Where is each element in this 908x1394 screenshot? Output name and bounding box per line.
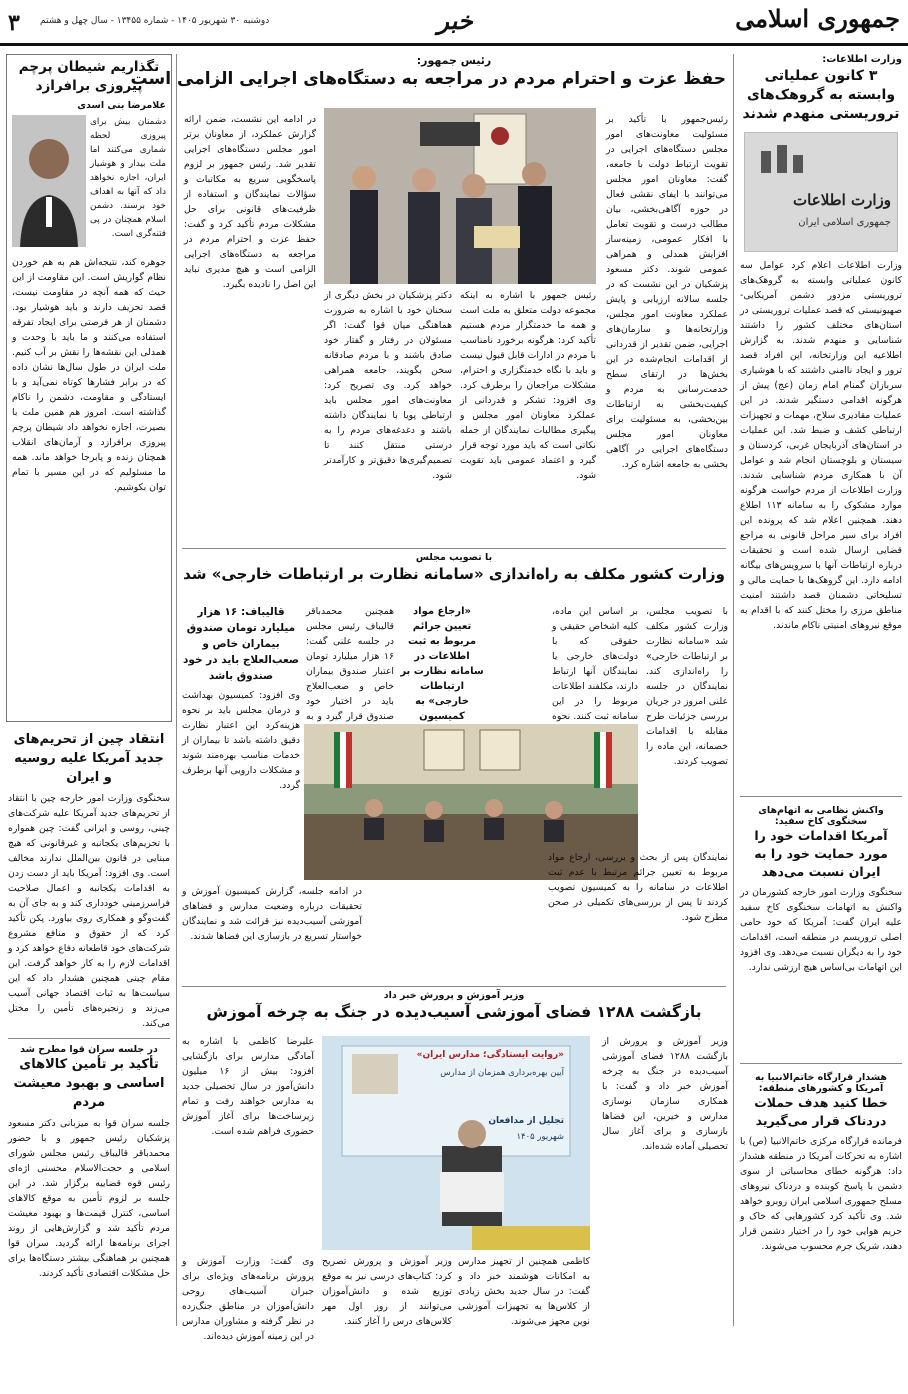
pull-quote-2: قالیباف: ۱۶ هزار میلیارد تومان صندوق بیماران خاص و صعب‌العلاج باید در خود صندوق باشد: [182, 606, 300, 682]
opinion-body-a: دشمنان بیش برای پیروزی لحظه شماری می‌کنند اما ملت بیدار و هوشیار ایران، اجازه نخواهد داد که آنها به اهداف خود برسند. دشمن اسلام همچنان در پی فتنه‌گری است.: [90, 117, 166, 239]
parliament-headline: وزارت کشور مکلف به راه‌اندازی «سامانه نظارت بر ارتباطات خارجی» شد: [183, 565, 725, 583]
newspaper-logo: جمهوری اسلامی: [735, 4, 900, 33]
banner-line-2: آیین بهره‌برداری همزمان از مدارس: [440, 1068, 564, 1078]
parliament-kicker: با تصویب مجلس: [415, 552, 493, 563]
education-story: [182, 990, 726, 1030]
parliament-body-c: همچنین محمدباقر قالیباف رئیس مجلس در جلسه علنی گفت: ۱۶ هزار میلیارد تومان اعتبار صندوق بیماران خاص و صعب‌العلاج باید در اختیار خود صندوق قرار گیرد و به: [306, 606, 394, 722]
education-body-a: وزیر آموزش و پرورش از بازگشت ۱۲۸۸ فضای آموزشی آسیب‌دیده در جنگ به چرخه آموزش خبر داد و گفت: با همکاری سازمان نوسازی مدارس و خیرین، این فضاها بازسازی و برای آغاز سال تحصیلی آماده شده‌اند.: [602, 1036, 728, 1152]
banner-line-3: تجلیل از مدافعان: [488, 1116, 564, 1126]
emblem-icon: [755, 141, 815, 181]
lead-photo: [324, 108, 596, 284]
parliament-body-f: در ادامه جلسه، گزارش کمیسیون آموزش و تحقیقات درباره وضعیت مدارس و فضاهای آموزشی آسیب‌دیده نیز قرائت شد و نمایندگان خواستار تسریع در بازسازی این فضاها شدند.: [182, 886, 362, 942]
masthead: [0, 0, 908, 46]
ministry-logo: [744, 132, 898, 252]
page-number: ۳: [8, 10, 20, 36]
lead-body-d: در ادامه این نشست، ضمن ارائه گزارش عملکرد، از معاونان برتر امور مجلس دستگاه‌های اجرایی تقدیر شد. رئیس جمهور بر لزوم پاسخگویی سریع به مکاتبات و سؤالات نمایندگان و استفاده از ظرفیت‌های قانونی برای حل مشکلات مردم تأکید کرد و گفت: حفظ عزت و احترام مردم در مراجعه به دستگاه‌های اجرایی الزامی است و هیچ مدیری نباید این اصل را نادیده بگیرد.: [184, 114, 316, 290]
lead-body-c: دکتر پزشکیان در بخش دیگری از سخنان خود با اشاره به ضرورت هماهنگی میان قوا گفت: اگر مسئولان در رفتار و گفتار خود صادق باشند و با مردم صادقانه سخن بگویند، جامعه همراهی خواهد کرد. وی تصریح کرد: معاونت‌های امور مجلس باید ارتباطی پویا با نمایندگان داشته باشند و دغدغه‌های مردم را به درستی منتقل کنند تا تصمیم‌گیری‌ها دقیق‌تر و کارآمدتر شود.: [324, 290, 452, 481]
parliament-pull: [400, 604, 484, 720]
summit-kicker: در جلسه سران قوا مطرح شد: [20, 1044, 158, 1055]
right-kicker-2: واکنش نظامی به اتهام‌های سخنگوی کاخ سفید:: [758, 805, 884, 827]
lead-body-a: رئیس‌جمهور با تأکید بر مسئولیت معاونت‌های امور مجلس دستگاه‌های اجرایی در تقویت ارتباط دولت با جامعه، گفت: معاونان امور مجلس می‌توانند با ایفای نقشی فعال در حوزه آگاهی‌بخشی، بیان مطالب درست و تقویت تعامل با افکار عمومی، زمینه‌ساز افزایش همدلی و همراهی عمومی شوند. دکتر مسعود پزشکیان در این نشست که در جلسه سالانه ارزیابی و پایش عملکرد معاونت امور مجلس، وزارتخانه‌ها و سازمان‌های اجرایی، ضمن تقدیر از قدردانی از اقدامات انجام‌شده در این بخش‌ها در ارتقای سطح خدمت‌رسانی به مردم و کیفیت‌بخشی به ارتباطات بین‌بخشی، به مسئولیت برای معاونان امور مجلس دستگاه‌های اجرایی در آگاهی بخشی به جامعه اشاره کرد.: [606, 114, 728, 470]
summit-body: جلسه سران قوا به میزبانی دکتر مسعود پزشکیان رئیس جمهور و با حضور محمدباقر قالیباف رئیس مجلس شورای اسلامی و حجت‌الاسلام محسنی اژه‌ای رئیس قوه قضاییه برگزار شد. در این جلسه بر لزوم تأمین به موقع کالاهای اساسی، کنترل قیمت‌ها و بهبود معیشت مردم تأکید شد و گزارش‌هایی از روند اجرای برنامه‌ها ارائه گردید. سران قوا همچنین بر هماهنگی بیشتر دستگاه‌ها برای حل مشکلات اقتصادی تأکید کردند.: [8, 1118, 170, 1279]
parliament-body-d: وی افزود: کمیسیون بهداشت و درمان مجلس باید بر نحوه هزینه‌کرد این اعتبار نظارت دقیق داشته باشد تا بیماران از خدمات مناسب بهره‌مند شوند و مشکلات دارویی آنها برطرف گردد.: [182, 690, 300, 791]
education-photo: [322, 1036, 590, 1250]
right-body-3: فرمانده قرارگاه مرکزی خاتم‌الانبیا (ص) با اشاره به تحرکات آمریکا در منطقه هشدار داد: هرگونه خطای محاسباتی از سوی دشمن با پاسخ کوبنده و دردناک نیروهای مسلح جمهوری اسلامی ایران روبرو خواهد شد. وی تأکید کرد کشورهایی که خاک و حریم هوایی خود را در اختیار دشمن قرار دهند، شریک جرم محسوب می‌شوند.: [740, 1136, 902, 1252]
byline: غلامرضا بنی اسدی: [77, 100, 166, 111]
education-kicker: وزیر آموزش و پرورش خبر داد: [383, 990, 525, 1001]
pull-quote: «ارجاع مواد تعیین جرائم مربوط به ثبت اطلاعات در سامانه نظارت بر ارتباطات خارجی» به کمیسیون: [400, 606, 484, 722]
left-column-bottom: [8, 1044, 170, 1326]
divider: [740, 1063, 902, 1064]
opinion-body-b: جوهره کند، نتیجه‌اش هم به هم خوردن نظام گواریش است. این مقاومت از این حیث که همه آنچه در مقاومت نیست، قصد تحریف دارند و باید هوشیار بود. دشمنان از هر فرصتی برای ایجاد تفرقه استفاده می‌کنند و ما باید با وحدت و همدلی این نقشه‌ها را نقش بر آب کنیم. ملت ایران در طول سال‌ها نشان داده که در برابر فشارها کوتاه نمی‌آید و با ایستادگی و مقاومت، دشمن را ناکام گذاشته است. امروز هم همین ملت با بصیرت، اجازه نخواهد داد شیطان پرچم پیروزی برافرازد و آرمان‌های انقلاب همچنان زنده و پابرجا خواهد ماند. همه ما مسئولیم که در این مسیر با تمام توان بکوشیم.: [12, 257, 166, 493]
parliament-story: [182, 552, 726, 602]
right-body: وزارت اطلاعات اعلام کرد عوامل سه کانون عملیاتی وابسته به گروهک‌های تروریستی مزدور دشمن آمریکایی-صهیونیستی که قصد عملیات تروریستی در استان‌های مختلف کشور را داشتند شناسایی و منهدم شدند. به گزارش اطلاعیه این وزارتخانه، این افراد قصد ترور و ایجاد ناامنی داشتند که با هوشیاری سربازان گمنام امام زمان (عج) پیش از هرگونه اقدامی دستگیر شدند. در این عملیات مقادیری سلاح، مهمات و تجهیزات ارتباطی کشف و ضبط شد. این عملیات در استان‌های آذربایجان غربی، کردستان و سیستان و بلوچستان انجام شد و عوامل آن با همکاری مردم شناسایی شدند. وزارت اطلاعات از مردم خواست هرگونه موارد مشکوک را به سامانه ۱۱۳ اطلاع دهند. همچنین اعلام شد که پرونده این افراد برای سیر مراحل قانونی به مراجع قضایی ارسال شده است و تحقیقات درباره ارتباطات آنها با سرویس‌های بیگانه ادامه دارد. این گروهک‌ها با حمایت مالی و تسلیحاتی دشمنان قصد داشتند امنیت مناطق مرزی را مختل کنند که با اقدام به موقع نیروهای امنیتی ناکام ماندند.: [740, 260, 902, 631]
parliament-body-b: بر اساس این ماده، کلیه اشخاص حقیقی و حقوقی که با دولت‌های خارجی یا نمایندگان آنها ارتباط دارند، مکلفند اطلاعات مربوط را در این سامانه ثبت کنند. نحوه: [552, 606, 638, 722]
right-body-2: سخنگوی وزارت امور خارجه کشورمان در واکنش به اتهامات سخنگوی کاخ سفید علیه ایران گفت: آمریکا که خود حامی اصلی تروریسم در منطقه است، اقدامات خود را به دیگران نسبت می‌دهد. وی افزود این اتهامات بی‌اساس هیچ ارزشی ندارد.: [740, 887, 902, 973]
logo-subtitle: جمهوری اسلامی ایران: [798, 217, 891, 228]
parliament-body-e: نمایندگان پس از بحث و بررسی، ارجاع مواد مربوط به تعیین جرائم مرتبط با عدم ثبت اطلاعات در سامانه را به کمیسیون تصویب کردند تا پس از بررسی‌های تکمیلی در صحن مطرح شود.: [548, 852, 728, 923]
right-headline-2: آمریکا اقدامات خود را مورد حمایت خود را به ایران نسبت می‌دهد: [754, 828, 888, 879]
left-column-mid: [8, 730, 170, 1030]
dateline: دوشنبه ۳۰ شهریور ۱۴۰۵ - شماره ۱۳۴۵۵ - سال چهل و هشتم: [40, 16, 270, 26]
lead-body-b: رئیس جمهور با اشاره به اینکه مجموعه دولت متعلق به ملت است و همه ما خدمتگزار مردم هستیم تأکید کرد: هرگونه برخورد نامناسب با مردم در ادارات قابل قبول نیست و باید با نگاه خدمتگزاری و احترام، مشکلات مراجعان را برطرف کرد. وی افزود: تشکر و قدردانی از عملکرد معاونان امور مجلس و پیگیری مطالبات نمایندگان از جمله نکاتی است که باید مورد توجه قرار گیرد و اعتماد عمومی باید تقویت شود.: [460, 290, 596, 481]
portrait-icon: [12, 115, 86, 247]
education-body-d: وزیر آموزش و پرورش تصریح کرد: کتاب‌های درسی نیز به موقع توزیع شده و دانش‌آموزان می‌توانند از روز اول مهر کلاس‌های درس را آغاز کنند.: [322, 1256, 452, 1327]
divider: [182, 548, 726, 549]
education-body-b: علیرضا کاظمی با اشاره به آمادگی مدارس برای بازگشایی افزود: بیش از ۱۶ میلیون دانش‌آموز در سال تحصیلی جدید به مدارس خواهند رفت و تمام زیرساخت‌ها برای آغاز آموزش حضوری فراهم شده است.: [182, 1036, 314, 1137]
divider: [740, 796, 902, 797]
summit-headline: تأکید بر تأمین کالاهای اساسی و بهبود معیشت مردم: [13, 1057, 165, 1110]
divider: [8, 1038, 170, 1039]
column-divider: [733, 54, 734, 1326]
education-body-e: کاظمی همچنین از تجهیز مدارس به امکانات هوشمند خبر داد و گفت: در سال جدید بخش زیادی از کلاس‌ها به تجهیزات آموزشی نوین مجهز می‌شوند.: [458, 1256, 590, 1327]
lead-kicker: رئیس جمهور:: [416, 54, 492, 67]
section-title: خبر: [437, 6, 473, 35]
right-kicker-3: هشدار قرارگاه خاتم‌الانبیا به آمریکا و کشورهای منطقه:: [755, 1072, 887, 1094]
education-headline: بازگشت ۱۲۸۸ فضای آموزشی آسیب‌دیده در جنگ به چرخه آموزش: [206, 1003, 702, 1021]
opinion-headline: تگذاریم شیطان پرچم پیروزی برافرازد: [18, 59, 160, 94]
china-body: سخنگوی وزارت امور خارجه چین با انتقاد از تحریم‌های جدید آمریکا علیه شرکت‌های چینی، روسی و ایرانی گفت: چین همواره با تحریم‌های یکجانبه و غیرقانونی که هیچ مبنایی در قانون بین‌الملل ندارند مخالف است. وی افزود: آمریکا باید از دست زدن به اقدامات یکجانبه و اعمال صلاحیت فراسرزمینی خودداری کند و به جای آن به گفت‌وگو و همکاری روی بیاورد. پکن تأکید کرد که از حقوق و منافع مشروع شرکت‌های خود قاطعانه دفاع خواهد کرد و اقدامات لازم را به کار خواهد گرفت. این مقام چینی همچنین هشدار داد که این سیاست‌ها به ثبات اقتصاد جهانی آسیب می‌زند و زنجیره‌های تأمین را مختل می‌کند.: [8, 793, 170, 1029]
right-column: [740, 54, 902, 1324]
lead-headline: حفظ عزت و احترام مردم در مراجعه به دستگاه‌های اجرایی الزامی است: [130, 69, 726, 89]
banner-line-4: شهریور ۱۴۰۵: [516, 1132, 564, 1142]
divider: [182, 986, 726, 987]
parliament-left: [182, 604, 300, 844]
logo-title: وزارت اطلاعات: [793, 191, 891, 209]
parliament-body-g: [370, 884, 540, 982]
banner-line-1: «روایت ایستادگی؛ مدارس ایران»: [416, 1050, 564, 1060]
education-body-c: وی گفت: وزارت آموزش و پرورش برنامه‌های ویژه‌ای برای جبران آسیب‌های روحی دانش‌آموزان در مناطق جنگ‌زده در نظر گرفته و مشاوران مدارس در این زمینه آموزش دیده‌اند.: [182, 1256, 314, 1342]
meeting-photo-icon: [324, 108, 596, 284]
right-kicker: وزارت اطلاعات:: [822, 54, 902, 65]
column-divider: [176, 54, 177, 1326]
author-photo: [12, 115, 86, 247]
parliament-body-a: با تصویب مجلس، وزارت کشور مکلف شد «سامانه نظارت بر ارتباطات خارجی» را راه‌اندازی کند. نمایندگان در جلسه علنی امروز در جریان بررسی جزئیات طرح مقابله با اقدامات خصمانه، این ماده را تصویب کردند.: [646, 606, 728, 767]
right-headline: ۳ کانون عملیاتی وابسته به گروهک‌های تروریستی منهدم شدند: [742, 68, 900, 122]
china-headline: انتقاد چین از تحریم‌های جدید آمریکا علیه روسیه و ایران: [13, 732, 165, 785]
right-headline-3: خطا کنید هدف حملات دردناک قرار می‌گیرید: [754, 1095, 888, 1128]
left-column-top: [12, 58, 166, 718]
